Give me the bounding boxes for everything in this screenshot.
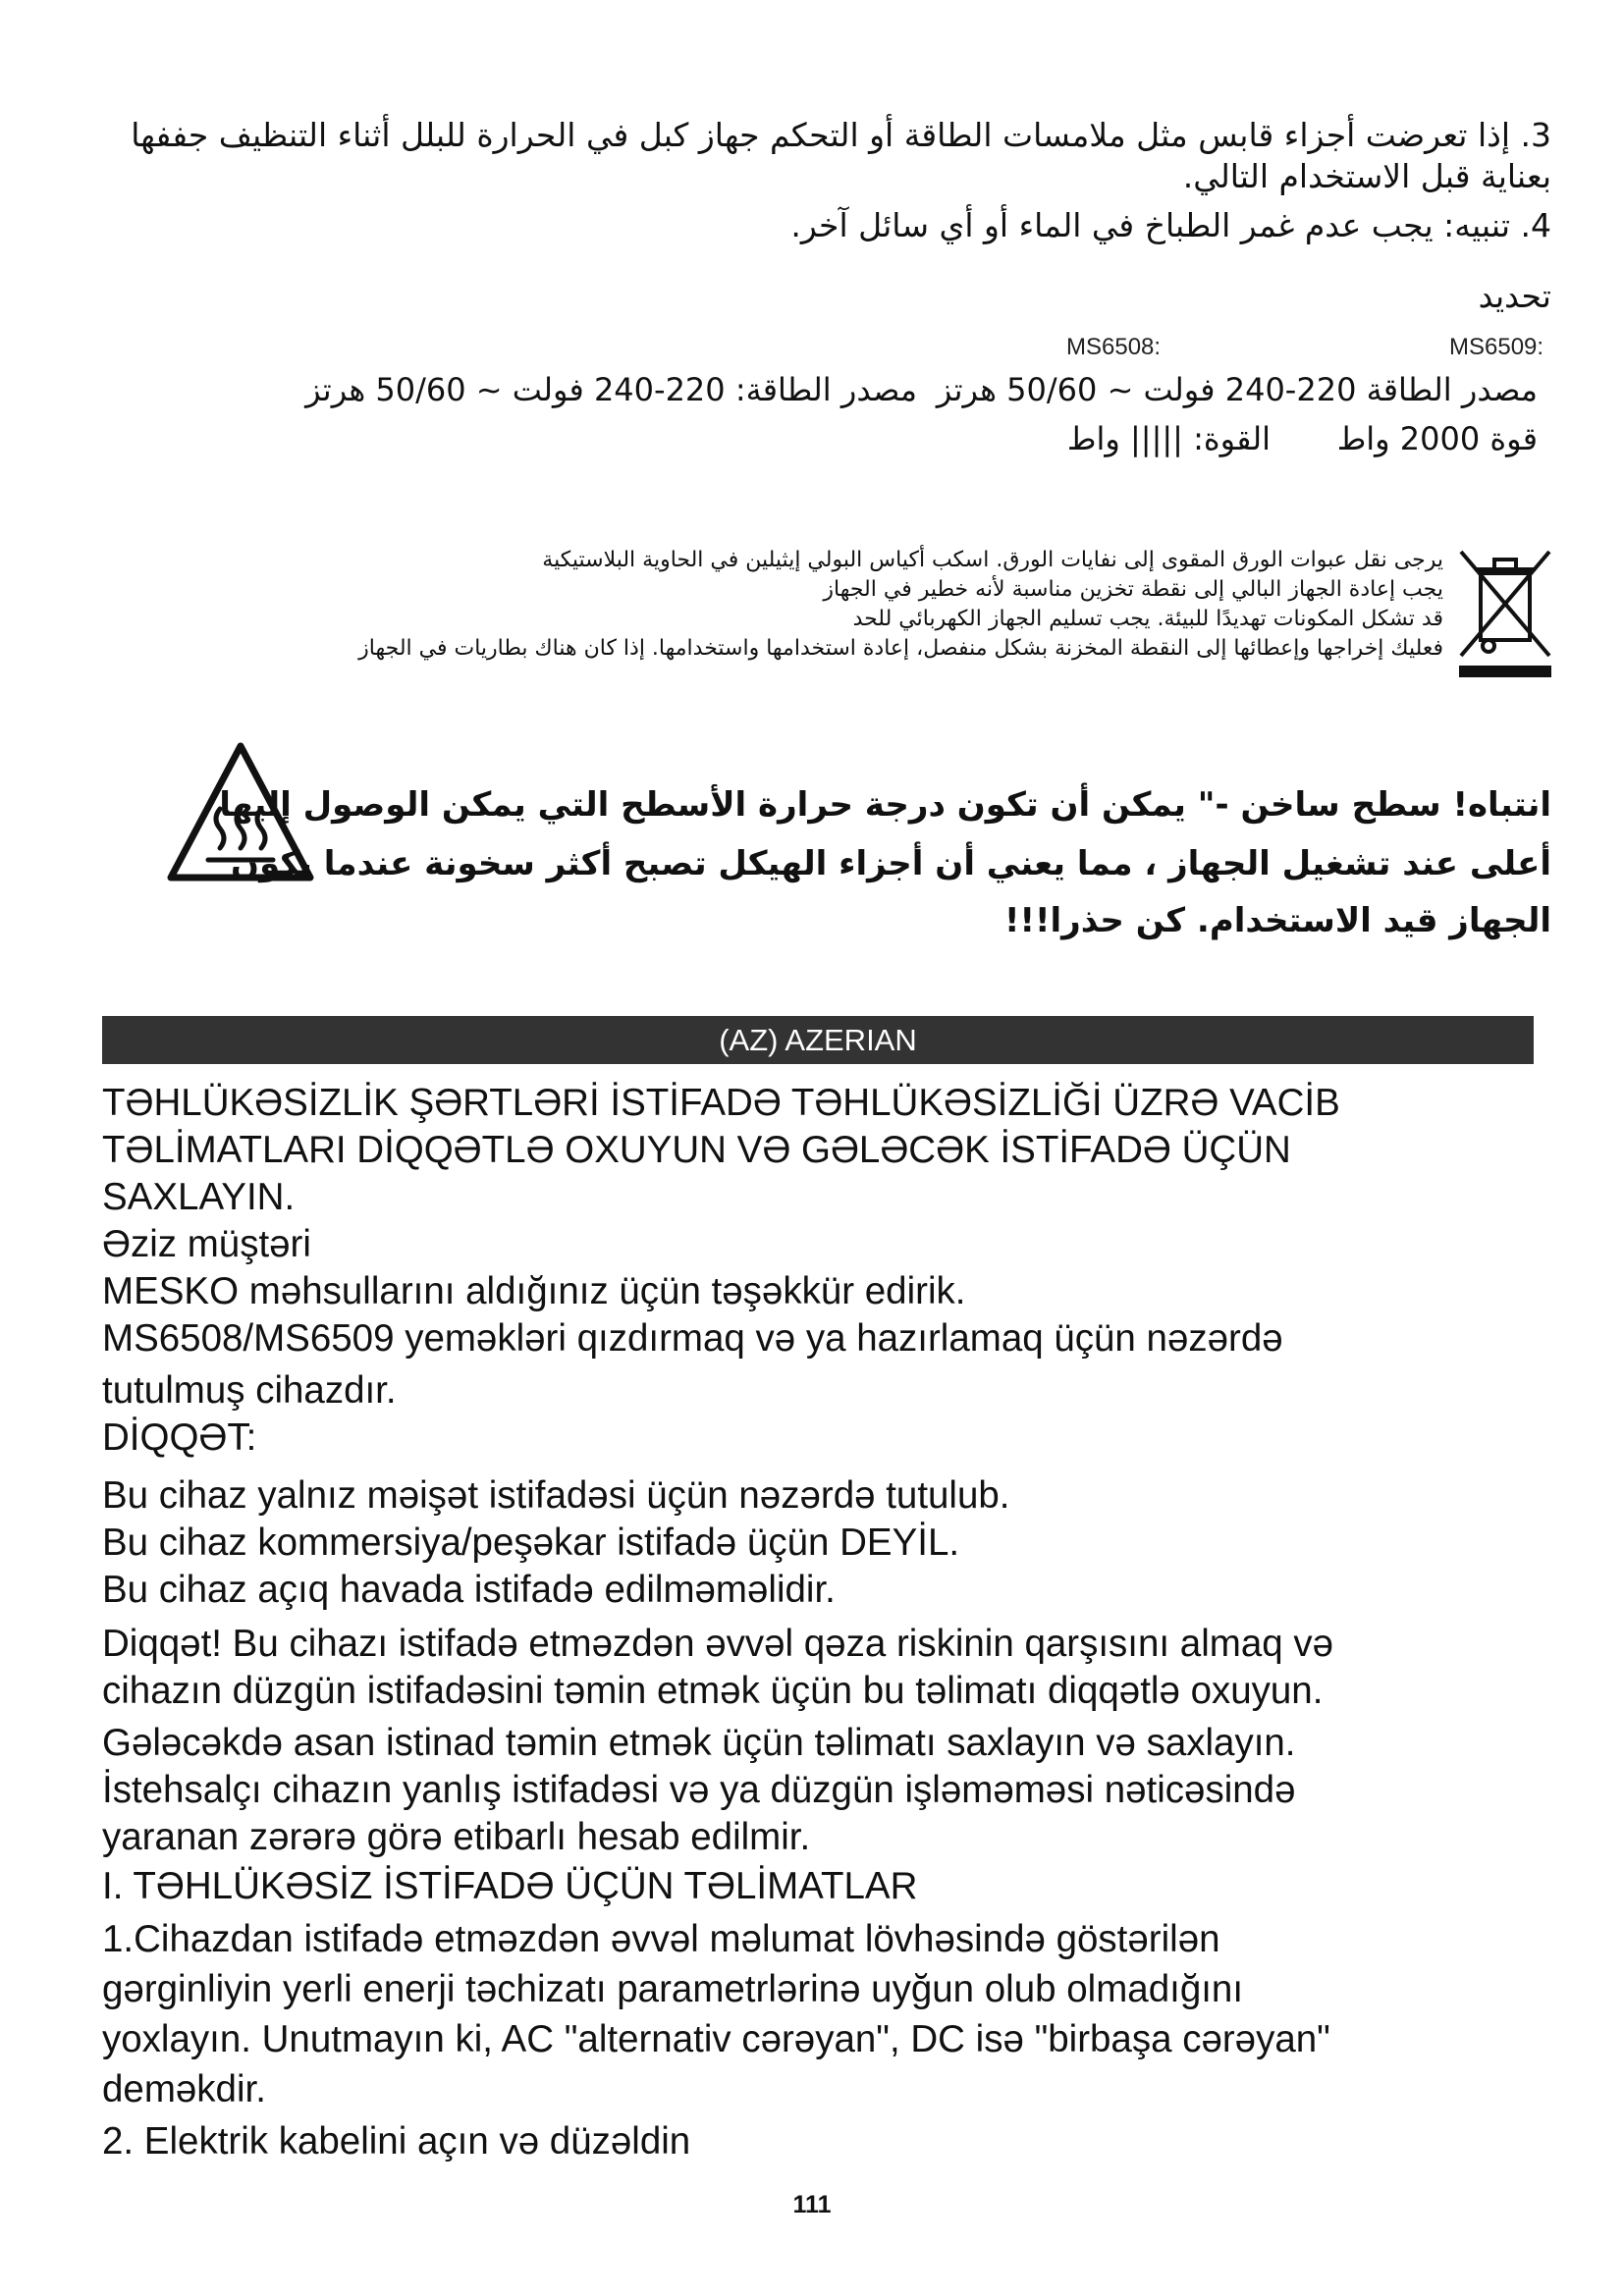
warning-line-2: أعلى عند تشغيل الجهاز ، مما يعني أن أجزاء الهيكل تصبح أكثر سخونة عندما يكون	[231, 844, 1551, 883]
model-label-ms6509: MS6509:	[1449, 334, 1544, 360]
ms6509-power: قوة 2000 واط	[1336, 420, 1538, 457]
model-label-ms6508: MS6508:	[1066, 334, 1162, 360]
arabic-item-4: 4. تنبيه: يجب عدم غمر الطباخ في الماء أو أي سائل آخر.	[790, 206, 1551, 244]
az-line-4: Əziz müştəri	[102, 1223, 311, 1265]
az-line-5: MESKO məhsullarını aldığınız üçün təşəkkür edirik.	[102, 1270, 966, 1312]
az-line-2: TƏLİMATLARI DİQQƏTLƏ OXUYUN VƏ GƏLƏCƏK İSTİFADƏ ÜÇÜN	[102, 1129, 1291, 1171]
az-line-10: Bu cihaz kommersiya/peşəkar istifadə üçün DEYİL.	[102, 1522, 960, 1564]
az-line-18: 1.Cihazdan istifadə etməzdən əvvəl məlumat lövhəsində göstərilən	[102, 1918, 1220, 1960]
az-line-8: DİQQƏT:	[102, 1416, 257, 1459]
arabic-item-3-line-2: بعناية قبل الاستخدام التالي.	[1182, 157, 1551, 195]
recycling-line-2: يجب إعادة الجهاز البالي إلى نقطة تخزين مناسبة لأنه خطير في الجهاز	[823, 577, 1443, 602]
warning-line-1: انتباه! سطح ساخن -" يمكن أن تكون درجة حرارة الأسطح التي يمكن الوصول إليها	[219, 785, 1551, 825]
recycling-line-4: فعليك إخراجها وإعطائها إلى النقطة المخزنة بشكل منفصل، إعادة استخدامها واستخدامها. إذا كان هناك بطاريات في الجهاز	[358, 636, 1443, 661]
language-section-bar	[102, 1016, 1534, 1064]
language-section-label: (AZ) AZERIAN	[719, 1022, 917, 1057]
az-line-22: 2. Elektrik kabelini açın və düzəldin	[102, 2120, 691, 2163]
arabic-spec-heading: تحديد	[1478, 277, 1551, 315]
az-line-19: gərginliyin yerli enerji təchizatı parametrlərinə uyğun olub olmadığını	[102, 1968, 1244, 2010]
az-line-15: İstehsalçı cihazın yanlış istifadəsi və ya düzgün işləməməsi nəticəsində	[102, 1769, 1296, 1811]
ms6508-power: القوة: ||||| واط	[1066, 420, 1271, 457]
az-line-14: Gələcəkdə asan istinad təmin etmək üçün təlimatı saxlayın və saxlayın.	[102, 1722, 1296, 1764]
recycling-line-1: يرجى نقل عبوات الورق المقوى إلى نفايات الورق. اسكب أكياس البولي إيثيلين في الحاوية البلاستيكية	[542, 548, 1443, 572]
page-number: 111	[792, 2191, 832, 2218]
ms6509-power-source: مصدر الطاقة 220-240 فولت ~ 50/60 هرتز	[936, 371, 1538, 408]
az-line-20: yoxlayın. Unutmayın ki, AC "alternativ cərəyan", DC isə "birbaşa cərəyan"	[102, 2018, 1330, 2060]
az-line-21: deməkdir.	[102, 2068, 266, 2110]
warning-line-3: الجهاز قيد الاستخدام. كن حذرا!!!	[1003, 901, 1551, 940]
az-line-16: yaranan zərərə görə etibarlı hesab edilmir.	[102, 1816, 811, 1858]
az-line-1: TƏHLÜKƏSİZLİK ŞƏRTLƏRİ İSTİFADƏ TƏHLÜKƏSİZLİĞİ ÜZRƏ VACİB	[102, 1082, 1340, 1124]
arabic-item-3-line-1: 3. إذا تعرضت أجزاء قابس مثل ملامسات الطاقة أو التحكم جهاز كبل في الحرارة للبلل أثناء التنظيف جففها	[131, 116, 1551, 154]
az-line-11: Bu cihaz açıq havada istifadə edilməməlidir.	[102, 1569, 836, 1611]
az-line-6: MS6508/MS6509 yeməkləri qızdırmaq və ya hazırlamaq üçün nəzərdə	[102, 1317, 1283, 1360]
ms6508-power-source: مصدر الطاقة: 220-240 فولت ~ 50/60 هرتز	[305, 371, 917, 408]
recycling-line-3: قد تشكل المكونات تهديدًا للبيئة. يجب تسليم الجهاز الكهربائي للحد	[852, 607, 1443, 631]
az-line-7: tutulmuş cihazdır.	[102, 1369, 397, 1412]
az-section-heading: I. TƏHLÜKƏSİZ İSTİFADƏ ÜÇÜN TƏLİMATLAR	[102, 1865, 918, 1907]
crossed-out-wheelie-bin-icon	[1451, 546, 1559, 683]
az-line-12: Diqqət! Bu cihazı istifadə etməzdən əvvəl qəza riskinin qarşısını almaq və	[102, 1623, 1334, 1665]
az-line-13: cihazın düzgün istifadəsini təmin etmək üçün bu təlimatı diqqətlə oxuyun.	[102, 1670, 1324, 1712]
az-line-3: SAXLAYIN.	[102, 1176, 296, 1218]
az-line-9: Bu cihaz yalnız məişət istifadəsi üçün nəzərdə tutulub.	[102, 1474, 1010, 1517]
